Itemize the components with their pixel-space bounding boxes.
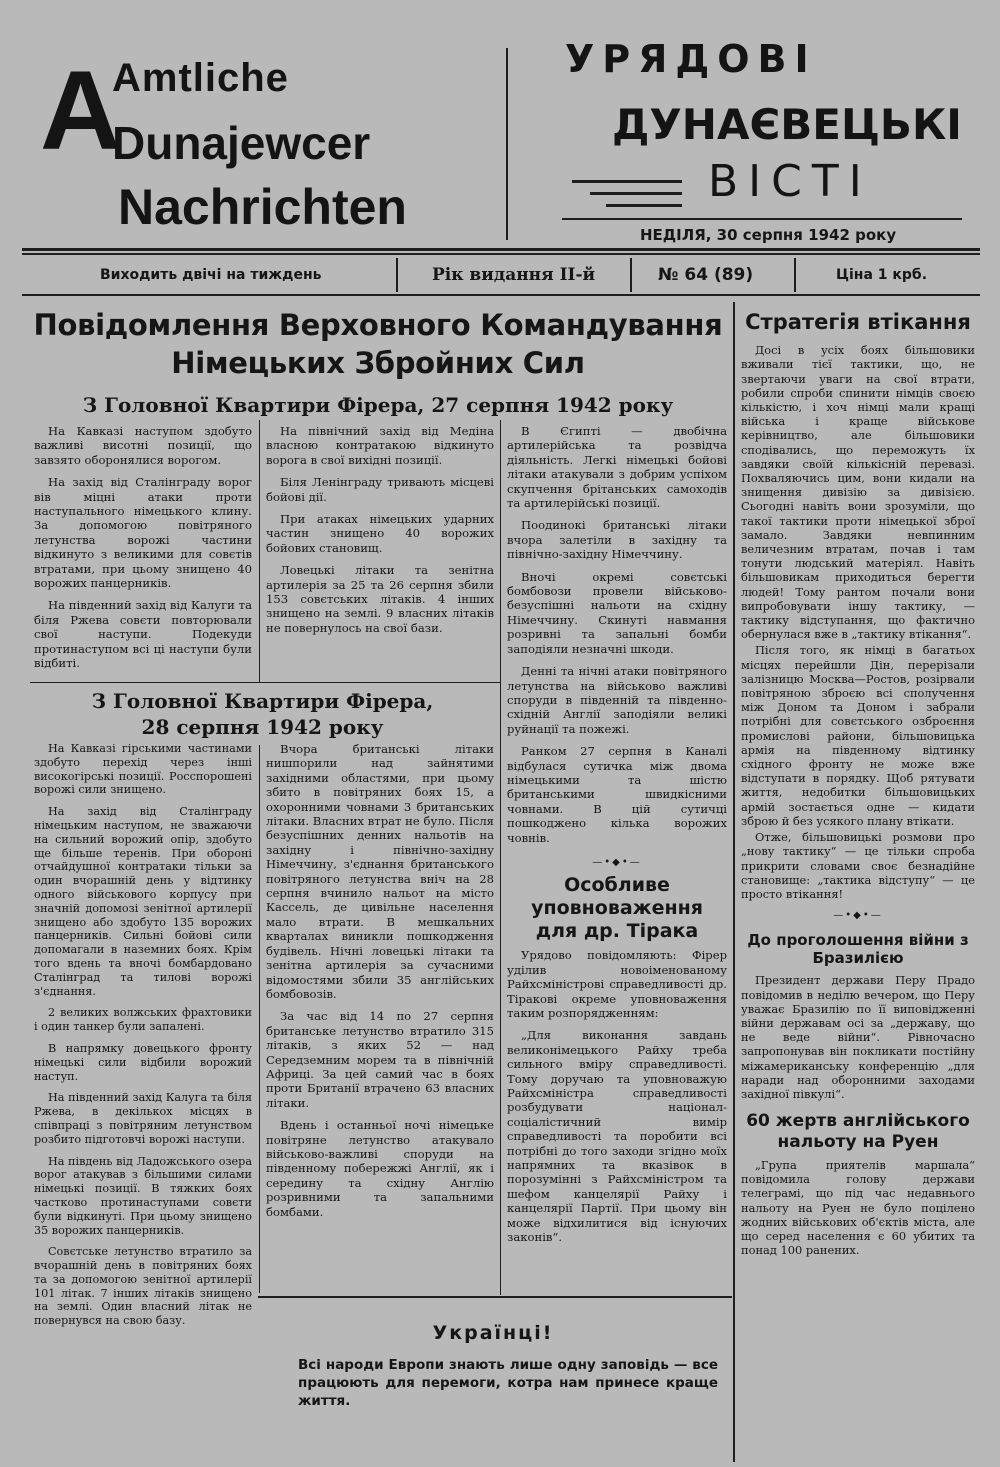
- tirak-title-line2: для др. Тірака: [535, 919, 699, 942]
- column-2-top: [266, 424, 494, 643]
- paragraph: В Єгипті — двобічна артилерійська та розвідча діяльність. Легкі німецькі бойові літаки атакували з добрим успіхом скупчення брітанських самоходів та артилерійські позиції.: [507, 424, 727, 511]
- paragraph: За час від 14 по 27 серпня британське летунство втратило 315 літаків, з яких 52 — над Середземним морем та в північній Африці. За цей самий час в боях проти Британії втрачено 63 власних літаки.: [266, 1009, 494, 1110]
- masthead-ua-line2: ДУНАЄВЕЦЬКІ: [612, 100, 962, 149]
- paragraph: В напрямку довецького фронту німецькі сили відбили ворожий наступ.: [34, 1041, 252, 1083]
- issue-price: Ціна 1 крб.: [836, 267, 928, 283]
- tirak-title-line1: Особливе уповноваження: [531, 874, 703, 919]
- masthead-ua-line1: УРЯДОВІ: [565, 37, 817, 81]
- ornament-separator: —•◆•—: [592, 857, 642, 868]
- strategy-title: Стратегія втікання: [745, 310, 971, 334]
- paragraph: Вночі окремі совєтські бомбовози провели військово-безуспішні нальоти на східну Німеччину. Скинуті навмання розривні та запальні бомби заподіяли незначні шкоди.: [507, 569, 727, 656]
- appeal-box-top-rule: [258, 1296, 732, 1298]
- paragraph: Вчора британські літаки нишпорили над зайнятими західними областями, при цьому збито в повітряних боях 15, а охоронними човнами 3 британських літаки. Власних втрат не було. Після безуспішних денних нальотів на західну і північно-західну Німеччину, з'єднання британського повітряного летунства вніч на 28 серпня вчинило нальот на місто Кассель, де цивільне населення мало втрати. В мешкальних кварталах виникли пошкодження будівель. Нічні ловецькі літаки та зенітна артилерія за сучасними відомостями збили 35 англійських бомбовозів.: [266, 742, 494, 1001]
- column-rule: [500, 420, 501, 1295]
- right-column: [741, 310, 975, 1265]
- info-divider: [396, 258, 398, 292]
- column-rule: [259, 420, 260, 682]
- subheading-aug28-line2: 28 серпня 1942 року: [141, 715, 384, 739]
- paragraph: Біля Ленінграду тривають місцеві бойові дії.: [266, 475, 494, 504]
- publication-frequency: Виходить двічі на тиждень: [100, 267, 322, 283]
- masthead-ua-underline: [562, 218, 962, 220]
- subheading-aug28-line1: З Головної Квартири Фірера,: [91, 689, 434, 713]
- paragraph: „Для виконання завдань великонімецького Райху треба сильного вміру справедливості. Тому доручаю та уповноважую Райхсміністра справедливості розбудувати націонал-соціалістичний вимір справедливості та поробити всі потрібні до того заходи згідно моїх напрямних та вказівок в порозумінні з Райхсміністром та шефом канцелярії Райху і канцелярії Партії. При цьому він може відхилитися від існуючих законів“.: [507, 1028, 727, 1245]
- paragraph: Президент держави Перу Прадо повідомив в неділю вечером, що Перу уважає Бразилію по її виповідженні війни державам осі за „державу, що не веде війни“. Рівночасно запропонував він покликати постійну міжамериканську конференцію „для наради над оборонними заходами західної півкулі“.: [741, 973, 975, 1101]
- main-headline-line2: Німецьких Збройних Сил: [171, 346, 585, 380]
- rouen-title: [741, 1111, 975, 1152]
- paragraph: На південний захід Калуга та біля Ржева, в декількох місцях в співпраці з повітряним летунством розбито підготовчі ворожі наступи.: [34, 1091, 252, 1146]
- issue-number: № 64 (89): [658, 265, 754, 285]
- tirak-title: [507, 874, 727, 942]
- column-2-bottom: [266, 742, 494, 1227]
- paragraph: Денні та нічні атаки повітряного летунства на військово важливі споруди в південній та південно-східній Англії заподіяли великі руйнації та пожежі.: [507, 664, 727, 736]
- paragraph: Після того, як німці в багатьох місцях перейшли Дін, перерізали залізницю Москва—Ростов, розірвали повітряною зброєю всі сполучення між Доном та Доном і забрали потрібні для совєтського озброєння промислові райони, більшовицька армія на південному відтинку східного фронту не може вже відступати в порядку. Щоб рятувати життя, недобитки більшовицьких армій зостається одне — кидати зброю й без усякого плану втікати.: [741, 643, 975, 828]
- masthead-de-initial: A: [40, 48, 121, 173]
- brazil-title-line2: Бразилією: [812, 949, 904, 968]
- column-3-top: [507, 424, 727, 853]
- appeal-title: Українці!: [432, 1322, 554, 1344]
- appeal-text: Всі народи Европи знають лише одну заповідь — все працюють для перемоги, котра нам принесе краще життя.: [298, 1357, 718, 1409]
- ornament-separator: —•◆•—: [833, 910, 883, 922]
- masthead-de-line1: Amtliche: [112, 56, 289, 100]
- masthead-divider: [506, 48, 508, 240]
- paragraph: „Група приятелів маршала“ повідомила голову держави телеграмі, що під час недавнього нальоту на Руен не було поцілено жодних військових об'єктів міста, але що серед населення є 60 убитих та понад 100 ранених.: [741, 1157, 975, 1258]
- subheading-aug28: [30, 688, 495, 740]
- paragraph: Отже, більшовицькі розмови про „нову тактику“ — це тільки спроба прикрити словами своє безнадійне становище: „тактика відступу“ — це просто втікання!: [741, 830, 975, 901]
- paragraph: На Кавказі наступом здобуто важливі висотні позиції, що завзято оборонялися ворогом.: [34, 424, 252, 467]
- paragraph: Урядово повідомляють: Фірер уділив новоіменованому Райхсміністрові справедливості др. Тіракові окреме уповноваження таким розпорядженням:: [507, 948, 727, 1021]
- section-rule: [30, 682, 500, 683]
- masthead-de-line2: Dunajewcer: [112, 117, 371, 169]
- info-bar-rule: [22, 294, 980, 296]
- paragraph: 2 великих волжських фрахтовики і один танкер були запалені.: [34, 1006, 252, 1034]
- masthead-ua-line3: ВІСТІ: [708, 156, 872, 207]
- paragraph: Ловецькі літаки та зенітна артилерія за 25 та 26 серпня збили 153 совєтських літаків. 4 інших знищено на землі. 9 власних літаків не повернулось на свої бази.: [266, 563, 494, 635]
- paragraph: Вдень і останньої ночі німецьке повітряне летунство атакувало військово-важливі споруди на південному побережжі Англії, як і середину та східну Англію розривними та запальними бомбами.: [266, 1118, 494, 1219]
- masthead-de-line3: Nachrichten: [118, 179, 407, 235]
- tirak-article: [507, 874, 727, 1253]
- brazil-title: [741, 931, 975, 967]
- speed-line: [606, 204, 682, 207]
- paragraph: На північний захід від Медіна власною контратакою відкинуто ворога в свої вихідні позиції.: [266, 424, 494, 467]
- paragraph: Совєтське летунство втратило за вчорашній день в повітряних боях та за допомогою зенітної артилерії 101 літак. 7 інших літаків знищено на землі. Один власний літак не повернувся на свою базу.: [34, 1245, 252, 1328]
- paragraph: На південь від Ладожського озера ворог атакував з більшими силами німецькі позиції. В тяжких боях частково протинаступами совєти були відкинуті. При цьому знищено 35 ворожих панцерників.: [34, 1154, 252, 1237]
- paragraph: Досі в усіх боях більшовики вживали тієї тактики, що, не звертаючи уваги на свої втрати, робили спроби спинити німців своєю кількістю, і хоч німці мали кращі війська і краще військове керівництво, але більшовики сподівались, що переможуть їх завдяки своїй кількісній перевазі. Похваляючись цим, вони кидали на знищення дивізію за дивізією. Сьогодні навіть вони зрозуміли, що такої тактики проти німецької зброї замало. Завдяки невпинним величезним втратам, почав і там тонути людський матеріял. Навіть більшовикам приходиться берегти людей! Тому рантом почали вони випробовувати іншу тактику, — тактику відступання, що фактично обернулася вже в „тактику втікання“.: [741, 343, 975, 642]
- info-divider: [794, 258, 796, 292]
- paragraph: При атаках німецьких ударних частин знищено 40 ворожих бойових становищ.: [266, 512, 494, 555]
- subheading-aug27: З Головної Квартири Фірера, 27 серпня 1942 року: [82, 393, 674, 417]
- column-1-top: [34, 424, 252, 679]
- rouen-title-line2: нальоту на Руен: [777, 1131, 939, 1152]
- column-rule: [733, 302, 735, 1462]
- speed-line: [572, 180, 682, 183]
- issue-date: НЕДІЛЯ, 30 серпня 1942 року: [640, 226, 897, 244]
- paragraph: На Кавказі гірськими частинами здобуто перехід через інші високогірські позиції. Росспорошені ворожі сили знищено.: [34, 742, 252, 797]
- rouen-title-line1: 60 жертв англійського: [746, 1111, 970, 1132]
- paragraph: На захід від Сталінграду ворог вів міцні атаки проти наступального німецького клину. За допомогою повітряного летунства ворожі частини відкинуто з великими для совєтів втратами, при цьому знищено 40 ворожих панцерників.: [34, 475, 252, 591]
- brazil-title-line1: До проголошення війни з: [747, 931, 969, 950]
- main-headline: [28, 306, 728, 382]
- main-headline-line1: Повідомлення Верховного Командування: [33, 308, 723, 342]
- speed-line: [590, 192, 682, 195]
- masthead-rule: [22, 248, 980, 255]
- column-rule: [259, 745, 260, 1293]
- paragraph: На захід від Сталінграду німецьким наступом, не зважаючи на сильний ворожий опір, здобуто ще більше теренів. При обороні отчайдушної контратаки тільки за один вчорашній день у відтинку одного військового корпусу при значній допомозі зенітної артилерії знищено або здобуто 135 ворожих панцерників. Сильні бойові сили допомагали в наземних боях. Крім того вдень та вночі бомбардовано Сталінград та тилові ворожі з'єднання.: [34, 805, 252, 998]
- paragraph: На південний захід від Калуги та біля Ржева совєти повторювали свої наступи. Подекуди протинаступом всі ці наступи були відбиті.: [34, 598, 252, 671]
- publication-year: Рік видання II-й: [432, 265, 596, 285]
- paragraph: Ранком 27 серпня в Каналі відбулася сутичка між двома німецькими та шістю британськими швидкісними човнами. В цій сутичці пошкоджено кілька ворожих човнів.: [507, 744, 727, 845]
- column-1-bottom: [34, 742, 252, 1336]
- paragraph: Поодинокі британські літаки вчора залетіли в західну та північно-західну Німеччину.: [507, 518, 727, 562]
- info-divider: [630, 258, 632, 292]
